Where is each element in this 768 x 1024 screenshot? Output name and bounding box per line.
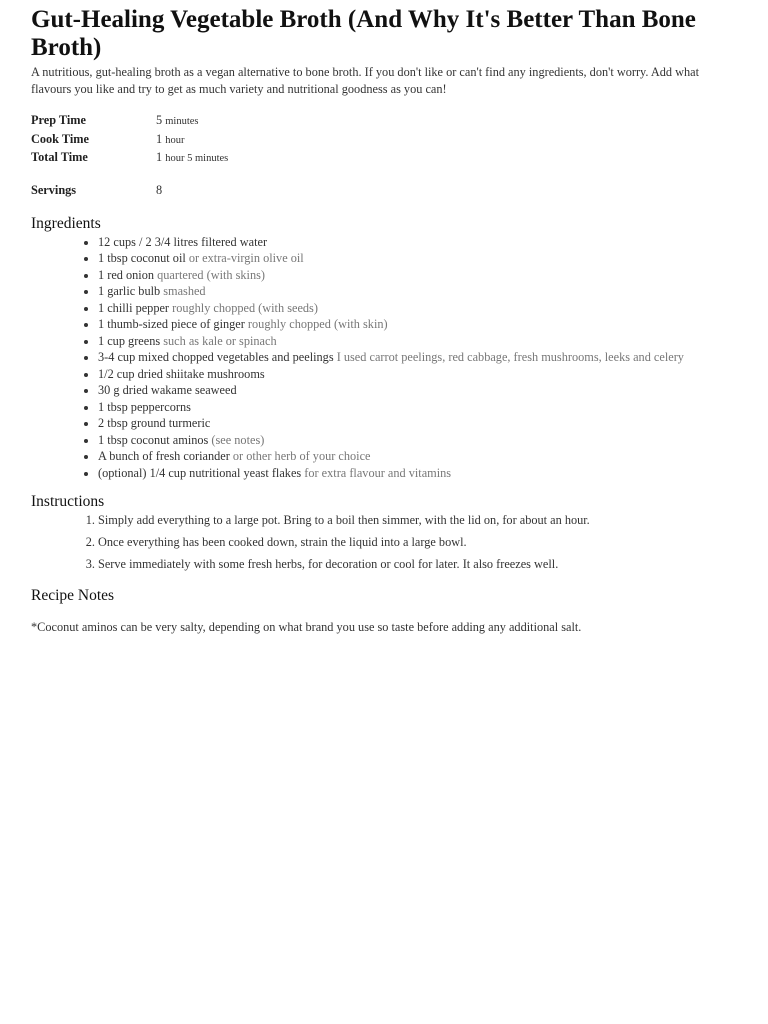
servings-value: 8 [156, 182, 163, 197]
cook-time-unit: hour [165, 134, 185, 146]
ingredient-text: 1/2 cup dried shiitake mushrooms [98, 366, 265, 381]
total-time-number: 1 [156, 150, 163, 164]
prep-time-number: 5 [156, 113, 163, 127]
prep-time-value [156, 112, 198, 131]
instruction-step: 2. Once everything has been cooked down, strain the liquid into a large bowl. [98, 534, 736, 551]
ingredient-item [98, 234, 736, 251]
instructions-heading: Instructions [31, 493, 105, 510]
recipe-title: Gut-Healing Vegetable Broth (And Why It's Better Than Bone Broth) [31, 6, 696, 61]
ingredient-item [98, 432, 736, 449]
ingredient-text: 1 thumb-sized piece of ginger [98, 317, 245, 331]
instructions-list [31, 512, 736, 573]
ingredient-note: or other herb of your choice [232, 449, 371, 463]
ingredient-text: 1 cup greens [98, 333, 161, 348]
cook-time-value [156, 131, 184, 150]
ingredient-item [98, 399, 736, 416]
ingredient-text: (optional) 1/4 cup nutritional yeast flakes [98, 465, 302, 480]
ingredient-note: (see notes) [211, 432, 265, 447]
servings-row [31, 182, 736, 198]
ingredients-list [31, 234, 736, 482]
ingredients-heading: Ingredients [31, 214, 101, 232]
total-time-label: Total Time [31, 150, 88, 164]
cook-time-number: 1 [156, 131, 163, 146]
ingredient-item [98, 415, 736, 432]
recipe-notes-heading: Recipe Notes [31, 586, 115, 604]
ingredient-text: A bunch of fresh coriander [98, 449, 230, 463]
ingredient-text: 1 garlic bulb [98, 284, 161, 298]
ingredient-item [98, 465, 736, 482]
ingredient-note: roughly chopped (with seeds) [172, 300, 318, 315]
ingredient-text: 30 g dried wakame seaweed [98, 383, 237, 397]
total-time-value [156, 149, 228, 168]
ingredient-note: quartered (with skins) [157, 267, 266, 282]
recipe-times [31, 112, 736, 168]
ingredient-text: 3-4 cup mixed chopped vegetables and peelings [98, 350, 334, 364]
ingredient-item [98, 349, 736, 366]
cook-time-label: Cook Time [31, 131, 89, 146]
ingredient-text: 1 red onion [98, 267, 155, 282]
instruction-step: 3. Serve immediately with some fresh herbs, for decoration or cool for later. It also freezes well. [98, 556, 736, 573]
prep-time-row [31, 112, 736, 131]
cook-time-row [31, 131, 736, 150]
instruction-step: 1. Simply add everything to a large pot. Bring to a boil then simmer, with the lid on, for about an hour. [98, 512, 736, 529]
ingredient-text: 1 tbsp peppercorns [98, 399, 191, 414]
total-time-unit: hour 5 minutes [165, 153, 229, 164]
prep-time-label: Prep Time [31, 113, 86, 127]
ingredient-note: such as kale or spinach [163, 333, 277, 348]
ingredient-note: I used carrot peelings, red cabbage, fresh mushrooms, leeks and celery [336, 350, 684, 364]
ingredient-item [98, 300, 736, 317]
ingredient-item [98, 283, 736, 300]
recipe-notes-text: *Coconut aminos can be very salty, depending on what brand you use so taste before adding any additional salt. [31, 619, 582, 634]
ingredient-note: for extra flavour and vitamins [304, 465, 452, 480]
total-time-row [31, 149, 736, 168]
prep-time-unit: minutes [165, 116, 199, 127]
ingredient-item [98, 316, 736, 333]
ingredient-note: roughly chopped (with skin) [247, 317, 388, 331]
ingredient-text: 1 tbsp coconut aminos [98, 432, 209, 447]
ingredient-item [98, 267, 736, 284]
ingredient-text: 1 chilli pepper [98, 300, 170, 315]
ingredient-item [98, 333, 736, 350]
ingredient-note: or extra-virgin olive oil [188, 251, 304, 265]
ingredient-item [98, 448, 736, 465]
ingredient-text: 1 tbsp coconut oil [98, 251, 186, 265]
ingredient-item [98, 366, 736, 383]
ingredient-item [98, 250, 736, 267]
ingredient-note: smashed [163, 284, 206, 298]
ingredient-item [98, 382, 736, 399]
ingredient-text: 2 tbsp ground turmeric [98, 416, 211, 430]
recipe-summary: A nutritious, gut-healing broth as a vegan alternative to bone broth. If you don't like or can't find any ingredients, don't worry. Add what flavours you like and try to get as much variety and nutritional goodness as you can! [31, 65, 700, 96]
servings-label: Servings [31, 182, 77, 197]
ingredient-text: 12 cups / 2 3/4 litres filtered water [98, 234, 268, 249]
